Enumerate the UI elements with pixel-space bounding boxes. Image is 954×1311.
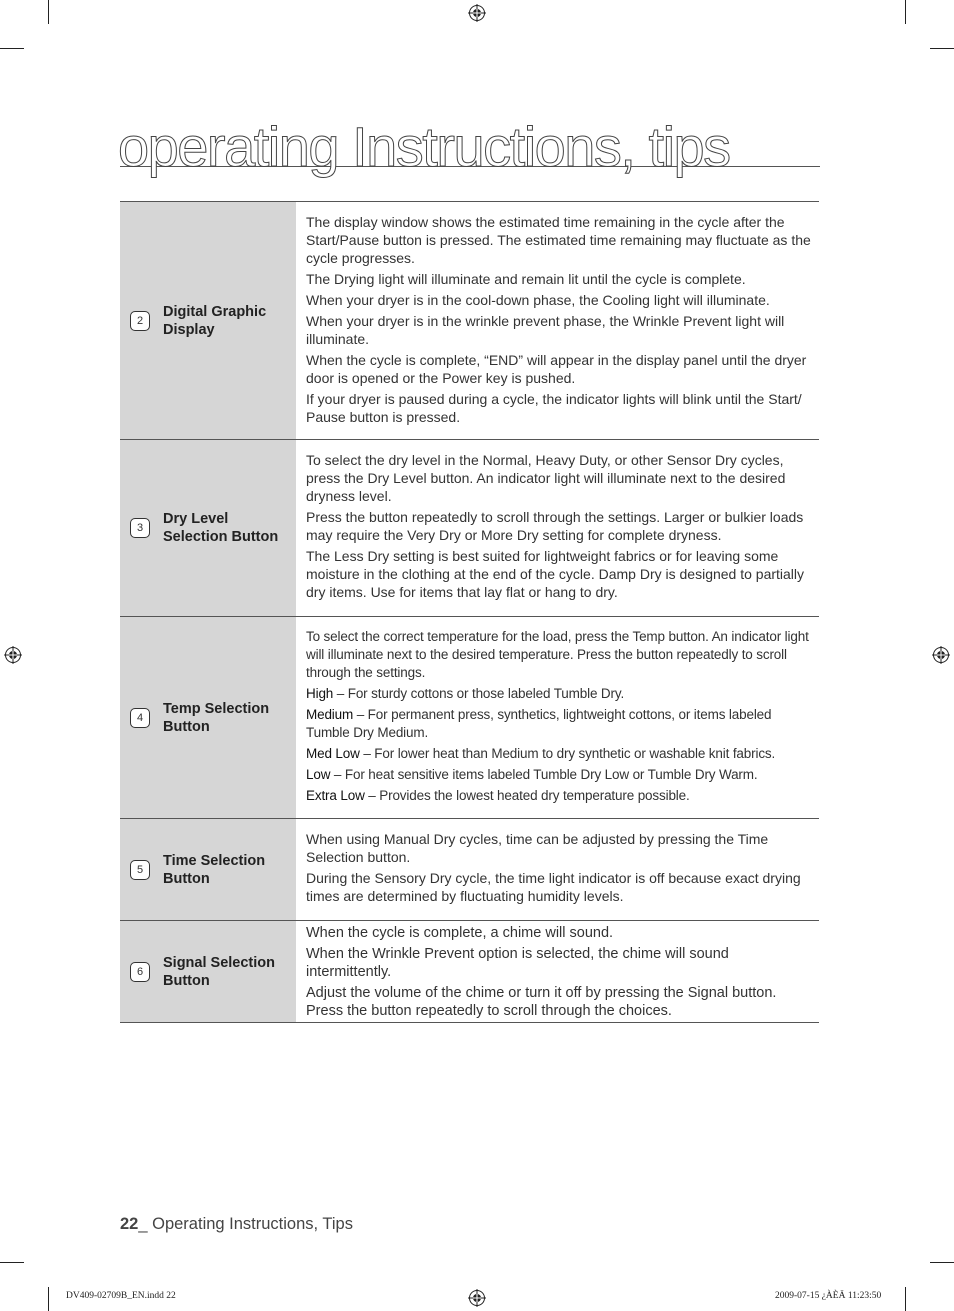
- crop-mark: [0, 1262, 24, 1263]
- row-label-line: Button: [163, 870, 210, 887]
- temp-option: [306, 766, 811, 784]
- row-label-line: Button: [163, 972, 210, 989]
- description-paragraph: The Less Dry setting is best suited for lightweight fabrics or for leaving some moisture in the clothing at the end of the cycle. Damp Dry is designed to partially dry items. Use for items that lay flat or hang to dry.: [306, 548, 805, 600]
- crop-mark: [0, 48, 24, 49]
- footer-section-text: _ Operating Instructions, Tips: [138, 1215, 353, 1233]
- description-paragraph: If your dryer is paused during a cycle, the indicator lights will blink until the Start/ Pause button is pressed.: [306, 391, 802, 425]
- temp-option-text: – For sturdy cottons or those labeled Tumble Dry.: [333, 686, 625, 701]
- row-label-text: [163, 852, 265, 888]
- row-label-line: Dry Level: [163, 511, 229, 527]
- description-paragraph: When the cycle is complete, a chime will sound.: [306, 925, 614, 941]
- description-paragraph: Press the button repeatedly to scroll through the settings. Larger or bulkier loads may require the Very Dry or More Dry setting for complete dryness.: [306, 509, 804, 543]
- temp-option-name: Extra Low: [306, 788, 365, 803]
- temp-option: [306, 787, 811, 805]
- number-badge: 3: [130, 518, 150, 538]
- row-description: [296, 617, 819, 818]
- temp-option-name: High: [306, 686, 334, 701]
- registration-mark-icon: [932, 646, 950, 664]
- crop-mark: [905, 1287, 906, 1311]
- temp-option-name: Low: [306, 767, 331, 782]
- table-row-dry-level-selection: [120, 440, 819, 617]
- number-badge: 6: [130, 962, 150, 982]
- description-paragraph: Adjust the volume of the chime or turn it off by pressing the Signal button. Press the button repeatedly to scroll through the choices.: [306, 985, 777, 1019]
- temp-option: [306, 706, 811, 742]
- table-row-time-selection: [120, 819, 819, 921]
- row-label-line: Signal Selection: [163, 954, 275, 971]
- row-label: [120, 440, 296, 616]
- temp-option: [306, 745, 811, 763]
- number-badge: 4: [130, 708, 150, 728]
- row-description: [296, 921, 819, 1022]
- row-description: [296, 440, 819, 616]
- page-title-block: [118, 108, 820, 178]
- table-row-temp-selection: [120, 617, 819, 819]
- row-label: [120, 819, 296, 920]
- number-badge: 5: [130, 860, 150, 880]
- row-label-line: Selection Button: [163, 529, 279, 545]
- description-paragraph: When the cycle is complete, “END” will appear in the display panel until the dryer door is opened or the Power key is pushed.: [306, 352, 807, 386]
- slug-date: 2009-07-15 ¿ÀÈÄ 11:23:50: [775, 1291, 882, 1301]
- instructions-table: [120, 201, 819, 1023]
- row-label-text: [163, 510, 278, 546]
- crop-mark: [930, 48, 954, 49]
- temp-option-text: – For lower heat than Medium to dry synthetic or washable knit fabrics.: [359, 746, 776, 761]
- page-title: operating Instructions, tips: [118, 115, 730, 178]
- crop-mark: [930, 1262, 954, 1263]
- row-label-text: [163, 954, 275, 990]
- row-label-line: Time Selection: [163, 852, 266, 869]
- row-label-line: Digital Graphic: [163, 303, 267, 320]
- row-label: [120, 202, 296, 439]
- description-paragraph: When using Manual Dry cycles, time can be adjusted by pressing the Time Selection button.: [306, 831, 769, 865]
- row-description: [296, 202, 819, 439]
- description-paragraph: To select the dry level in the Normal, Heavy Duty, or other Sensor Dry cycles, press the Dry Level button. An indicator light will illuminate next to the desired dryness level.: [306, 452, 786, 504]
- crop-mark: [48, 1287, 49, 1311]
- number-badge: 2: [130, 311, 150, 331]
- row-label-line: Temp Selection: [163, 700, 270, 717]
- description-paragraph: When your dryer is in the wrinkle prevent phase, the Wrinkle Prevent light will illuminate.: [306, 313, 785, 347]
- row-label-line: Button: [163, 718, 210, 735]
- description-paragraph: When the Wrinkle Prevent option is selected, the chime will sound intermittently.: [306, 946, 729, 980]
- slug-file-name: DV409-02709B_EN.indd 22: [66, 1291, 176, 1301]
- temp-option-text: – Provides the lowest heated dry temperature possible.: [364, 788, 690, 803]
- temp-option-name: Med Low: [306, 746, 360, 761]
- page-footer: [120, 1215, 353, 1234]
- row-label: [120, 921, 296, 1022]
- description-paragraph: When your dryer is in the cool-down phase, the Cooling light will illuminate.: [306, 292, 770, 308]
- temp-option-name: Medium: [306, 707, 354, 722]
- description-paragraph: The display window shows the estimated time remaining in the cycle after the Start/Pause button is pressed. The estimated time remaining may fluctuate as the cycle progresses.: [306, 214, 811, 266]
- row-label-text: [163, 700, 269, 736]
- registration-mark-icon: [468, 1289, 486, 1307]
- table-row-signal-selection: [120, 921, 819, 1023]
- table-row-digital-graphic-display: [120, 202, 819, 440]
- registration-mark-icon: [468, 4, 486, 22]
- description-paragraph: During the Sensory Dry cycle, the time light indicator is off because exact drying times are determined by fluctuating humidity levels.: [306, 870, 801, 904]
- crop-mark: [905, 0, 906, 24]
- temp-option-text: – For permanent press, synthetics, lightweight cottons, or items labeled Tumble Dry Medium.: [306, 707, 772, 740]
- page-number: 22: [120, 1215, 139, 1233]
- registration-mark-icon: [4, 646, 22, 664]
- row-label: [120, 617, 296, 818]
- row-label-line: Display: [163, 321, 215, 338]
- row-label-text: [163, 303, 266, 339]
- description-paragraph: To select the correct temperature for the load, press the Temp button. An indicator light will illuminate next to the desired temperature. Press the button repeatedly to scroll through the settings.: [306, 629, 809, 680]
- row-description: [296, 819, 819, 920]
- description-paragraph: The Drying light will illuminate and remain lit until the cycle is complete.: [306, 271, 746, 287]
- temp-option-text: – For heat sensitive items labeled Tumble Dry Low or Tumble Dry Warm.: [330, 767, 758, 782]
- temp-option: [306, 685, 811, 703]
- crop-mark: [48, 0, 49, 24]
